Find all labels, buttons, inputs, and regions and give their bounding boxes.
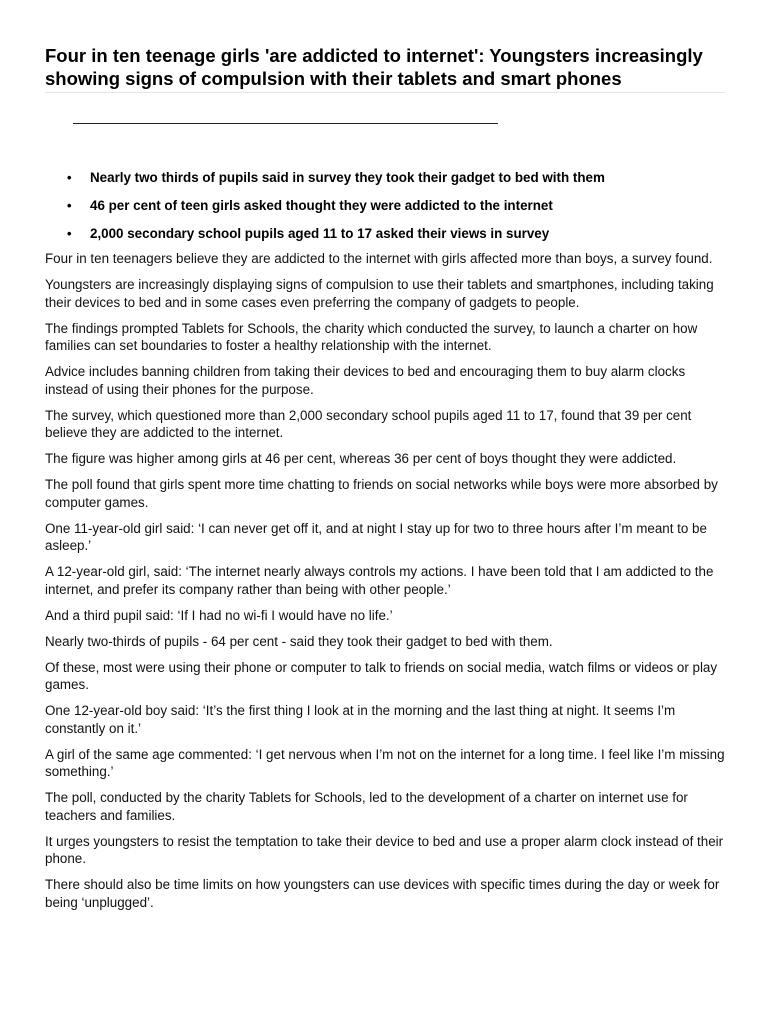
summary-bullet (45, 225, 725, 242)
body-paragraph: The poll found that girls spent more time chatting to friends on social networks while boys were more absorbed by computer games. (45, 477, 718, 510)
body-paragraph: One 12-year-old boy said: ‘It’s the first thing I look at in the morning and the last thing at night. It seems I’m constantly on it.’ (45, 703, 676, 736)
summary-bullet-list (45, 169, 725, 242)
body-paragraph: There should also be time limits on how youngsters can use devices with specific times during the day or week for being ‘unplugged’. (45, 877, 720, 910)
bullet-dot-icon: • (67, 226, 72, 241)
summary-bullet-text: Nearly two thirds of pupils said in survey they took their gadget to bed with them (90, 170, 605, 185)
body-paragraph: The figure was higher among girls at 46 per cent, whereas 36 per cent of boys thought they were addicted. (45, 451, 677, 466)
body-paragraph: Advice includes banning children from taking their devices to bed and encouraging them to buy alarm clocks instead of using their phones for the purpose. (45, 364, 686, 397)
body-paragraph: Of these, most were using their phone or computer to talk to friends on social media, watch films or videos or play games. (45, 659, 718, 692)
body-paragraph: Youngsters are increasingly displaying signs of compulsion to use their tablets and smartphones, including taking their devices to bed and in some cases even preferring the company of gadgets to people. (45, 277, 714, 310)
body-paragraph: A 12-year-old girl, said: ‘The internet nearly always controls my actions. I have been told that I am addicted to the internet, and prefer its company rather than being with other people.’ (45, 564, 714, 597)
body-paragraph: One 11-year-old girl said: ‘I can never get off it, and at night I stay up for two to three hours after I’m meant to be asleep.’ (45, 520, 707, 553)
divider-line (73, 123, 498, 124)
summary-bullet-text: 46 per cent of teen girls asked thought they were addicted to the internet (90, 198, 553, 213)
body-paragraph: The survey, which questioned more than 2,000 secondary school pupils aged 11 to 17, found that 39 per cent believe they are addicted to the internet. (45, 407, 692, 440)
article-headline: Four in ten teenage girls 'are addicted to internet': Youngsters increasingly showing signs of compulsion with their tablets and smart phones (45, 44, 725, 93)
body-paragraph: It urges youngsters to resist the temptation to take their device to bed and use a proper alarm clock instead of their phone. (45, 833, 724, 866)
article (45, 44, 725, 920)
body-paragraph: The findings prompted Tablets for Schools, the charity which conducted the survey, to launch a charter on how families can set boundaries to foster a healthy relationship with the internet. (45, 320, 698, 353)
summary-bullet (45, 169, 725, 186)
body-paragraph: A girl of the same age commented: ‘I get nervous when I’m not on the internet for a long time. I feel like I’m missing something.’ (45, 746, 725, 779)
body-paragraph: And a third pupil said: ‘If I had no wi-fi I would have no life.’ (45, 607, 393, 623)
bullet-dot-icon: • (67, 198, 72, 213)
bullet-dot-icon: • (67, 170, 72, 185)
body-paragraph: Nearly two-thirds of pupils - 64 per cent - said they took their gadget to bed with them. (45, 633, 553, 649)
summary-bullet (45, 197, 725, 214)
body-paragraph: Four in ten teenagers believe they are addicted to the internet with girls affected more than boys, a survey found. (45, 251, 713, 266)
body-paragraph: The poll, conducted by the charity Tablets for Schools, led to the development of a charter on internet use for teachers and families. (45, 790, 688, 823)
summary-bullet-text: 2,000 secondary school pupils aged 11 to 17 asked their views in survey (90, 226, 550, 241)
article-body (45, 250, 725, 911)
